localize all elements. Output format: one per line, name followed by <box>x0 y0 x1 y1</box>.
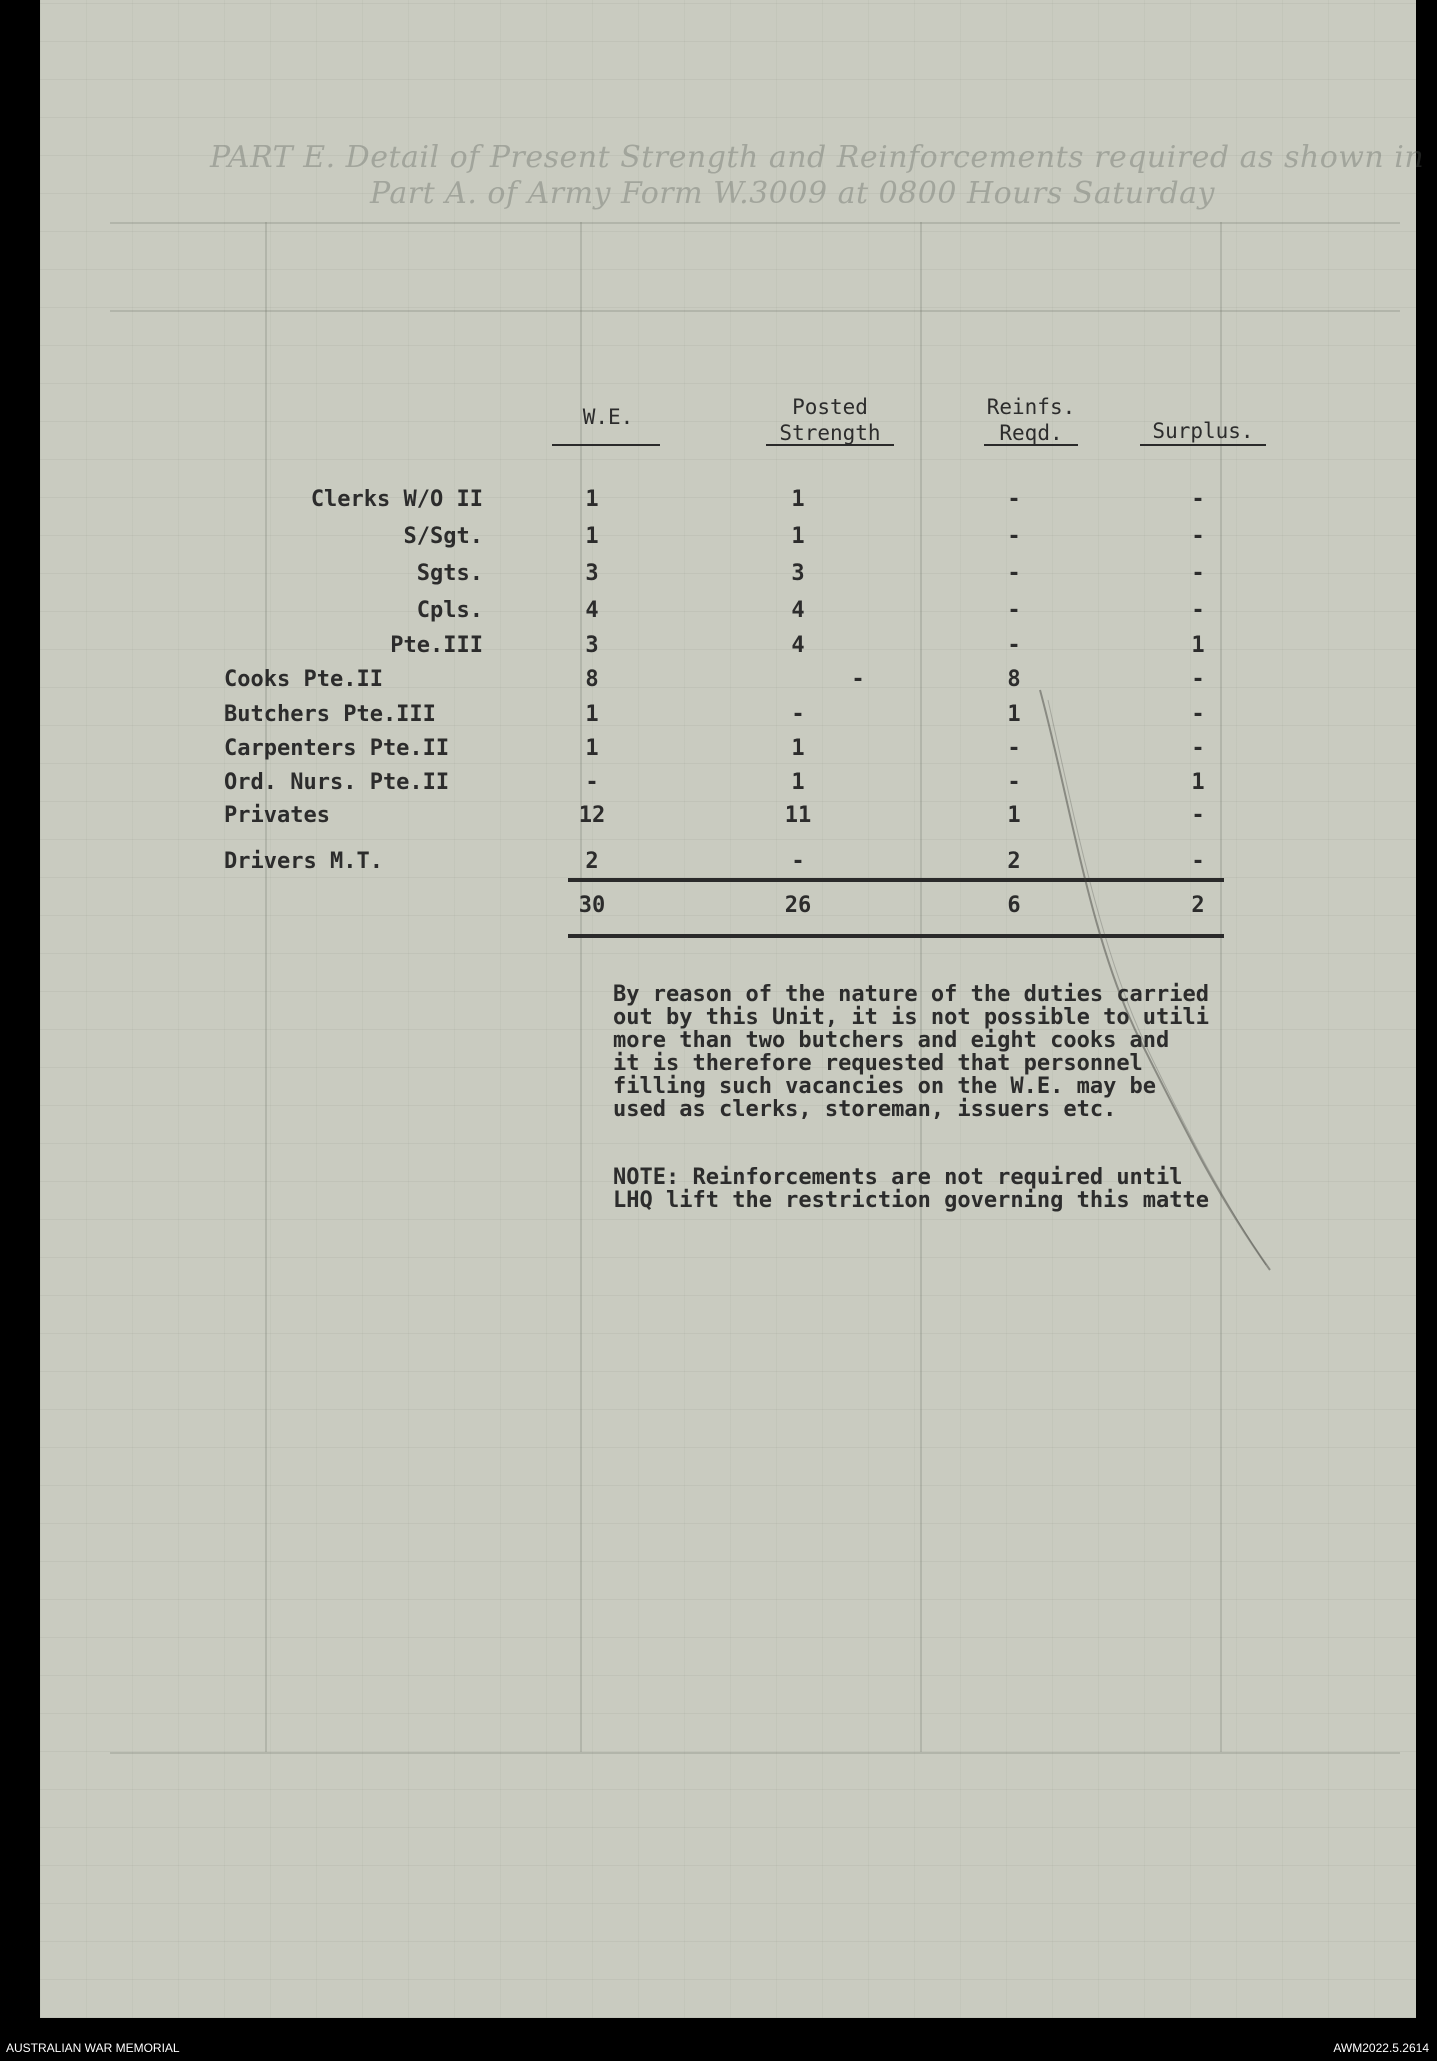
cell-posted: 4 <box>791 633 805 658</box>
footer-institution: AUSTRALIAN WAR MEMORIAL <box>6 2041 180 2055</box>
ghost-col-1 <box>265 222 267 1752</box>
cell-reinfs: - <box>1007 524 1021 549</box>
total-we: 30 <box>578 893 606 918</box>
we-header-underline <box>552 444 660 446</box>
cell-we: 3 <box>585 633 599 658</box>
cell-surplus: 1 <box>1191 770 1205 795</box>
column-header-reinfs-reqd: Reinfs. Reqd. <box>986 395 1076 445</box>
form-part-title: PART E. Detail of Present Strength and Reinforcements required as shown in <box>210 140 1425 175</box>
column-header-posted-strength: Posted Strength <box>779 395 881 445</box>
cell-posted: 11 <box>784 803 812 828</box>
cell-reinfs: - <box>1007 598 1021 623</box>
cell-reinfs: - <box>1007 487 1021 512</box>
row-label: Cooks Pte.II <box>224 667 383 692</box>
ghost-header-rule <box>110 310 1400 312</box>
cell-we: 8 <box>585 667 599 692</box>
row-label: Carpenters Pte.II <box>224 736 450 761</box>
cell-we: 1 <box>585 487 599 512</box>
column-header-surplus: Surplus. <box>1152 419 1254 443</box>
cell-surplus: - <box>1191 524 1205 549</box>
row-label: Ord. Nurs. Pte.II <box>224 770 450 795</box>
column-header-we: W.E. <box>582 405 634 429</box>
row-label: Privates <box>224 803 330 828</box>
cell-surplus: 1 <box>1191 633 1205 658</box>
row-label: Pte.III <box>390 633 483 658</box>
cell-posted: 1 <box>791 736 805 761</box>
cell-posted: 1 <box>791 487 805 512</box>
paper-crease-mark <box>1030 680 1290 1280</box>
cell-posted: - <box>851 667 865 692</box>
cell-reinfs: 1 <box>1007 803 1021 828</box>
cell-we: 1 <box>585 736 599 761</box>
note-paragraph: NOTE: Reinforcements are not required until LHQ lift the restriction governing this matte <box>613 1165 1210 1213</box>
cell-surplus: - <box>1191 849 1205 874</box>
row-label: Cpls. <box>416 598 483 623</box>
cell-we: 3 <box>585 561 599 586</box>
row-label: Sgts. <box>416 561 483 586</box>
archive-footer <box>0 2018 1437 2061</box>
total-posted: 26 <box>784 893 812 918</box>
cell-we: 1 <box>585 524 599 549</box>
cell-surplus: - <box>1191 598 1205 623</box>
cell-reinfs: - <box>1007 736 1021 761</box>
cell-reinfs: - <box>1007 633 1021 658</box>
cell-posted: 3 <box>791 561 805 586</box>
cell-posted: - <box>791 849 805 874</box>
cell-posted: 1 <box>791 770 805 795</box>
cell-surplus: - <box>1191 702 1205 727</box>
ghost-table-bottom <box>110 1752 1400 1754</box>
cell-reinfs: 1 <box>1007 702 1021 727</box>
cell-surplus: - <box>1191 736 1205 761</box>
cell-posted: - <box>791 702 805 727</box>
cell-surplus: - <box>1191 803 1205 828</box>
cell-reinfs: 2 <box>1007 849 1021 874</box>
cell-we: 2 <box>585 849 599 874</box>
cell-we: 1 <box>585 702 599 727</box>
document-sheet <box>40 0 1425 2018</box>
cell-surplus: - <box>1191 487 1205 512</box>
explanation-paragraph: By reason of the nature of the duties carried out by this Unit, it is not possible to utili more than two butchers and eight cooks and it is therefore requested that personnel filling such vacancies on the W.E. may be used as clerks, storeman, issuers etc. <box>613 982 1210 1122</box>
cell-posted: 1 <box>791 524 805 549</box>
ghost-col-2 <box>580 222 582 1752</box>
footer-accession-number: AWM2022.5.2614 <box>1333 2041 1429 2055</box>
cell-reinfs: - <box>1007 561 1021 586</box>
total-reinfs: 6 <box>1007 893 1021 918</box>
cell-we: 12 <box>578 803 606 828</box>
row-label: Clerks W/O II <box>310 487 483 512</box>
row-label: Drivers M.T. <box>224 849 383 874</box>
total-surplus: 2 <box>1191 893 1205 918</box>
cell-we: 4 <box>585 598 599 623</box>
cell-surplus: - <box>1191 667 1205 692</box>
surplus-header-underline <box>1140 444 1266 446</box>
cell-we: - <box>585 770 599 795</box>
cell-surplus: - <box>1191 561 1205 586</box>
cell-reinfs: - <box>1007 770 1021 795</box>
cell-posted: 4 <box>791 598 805 623</box>
form-part-subtitle: Part A. of Army Form W.3009 at 0800 Hours Saturday <box>370 176 1215 211</box>
cell-reinfs: 8 <box>1007 667 1021 692</box>
row-label: S/Sgt. <box>403 524 483 549</box>
row-label: Butchers Pte.III <box>224 702 436 727</box>
ghost-table-top <box>110 222 1400 224</box>
